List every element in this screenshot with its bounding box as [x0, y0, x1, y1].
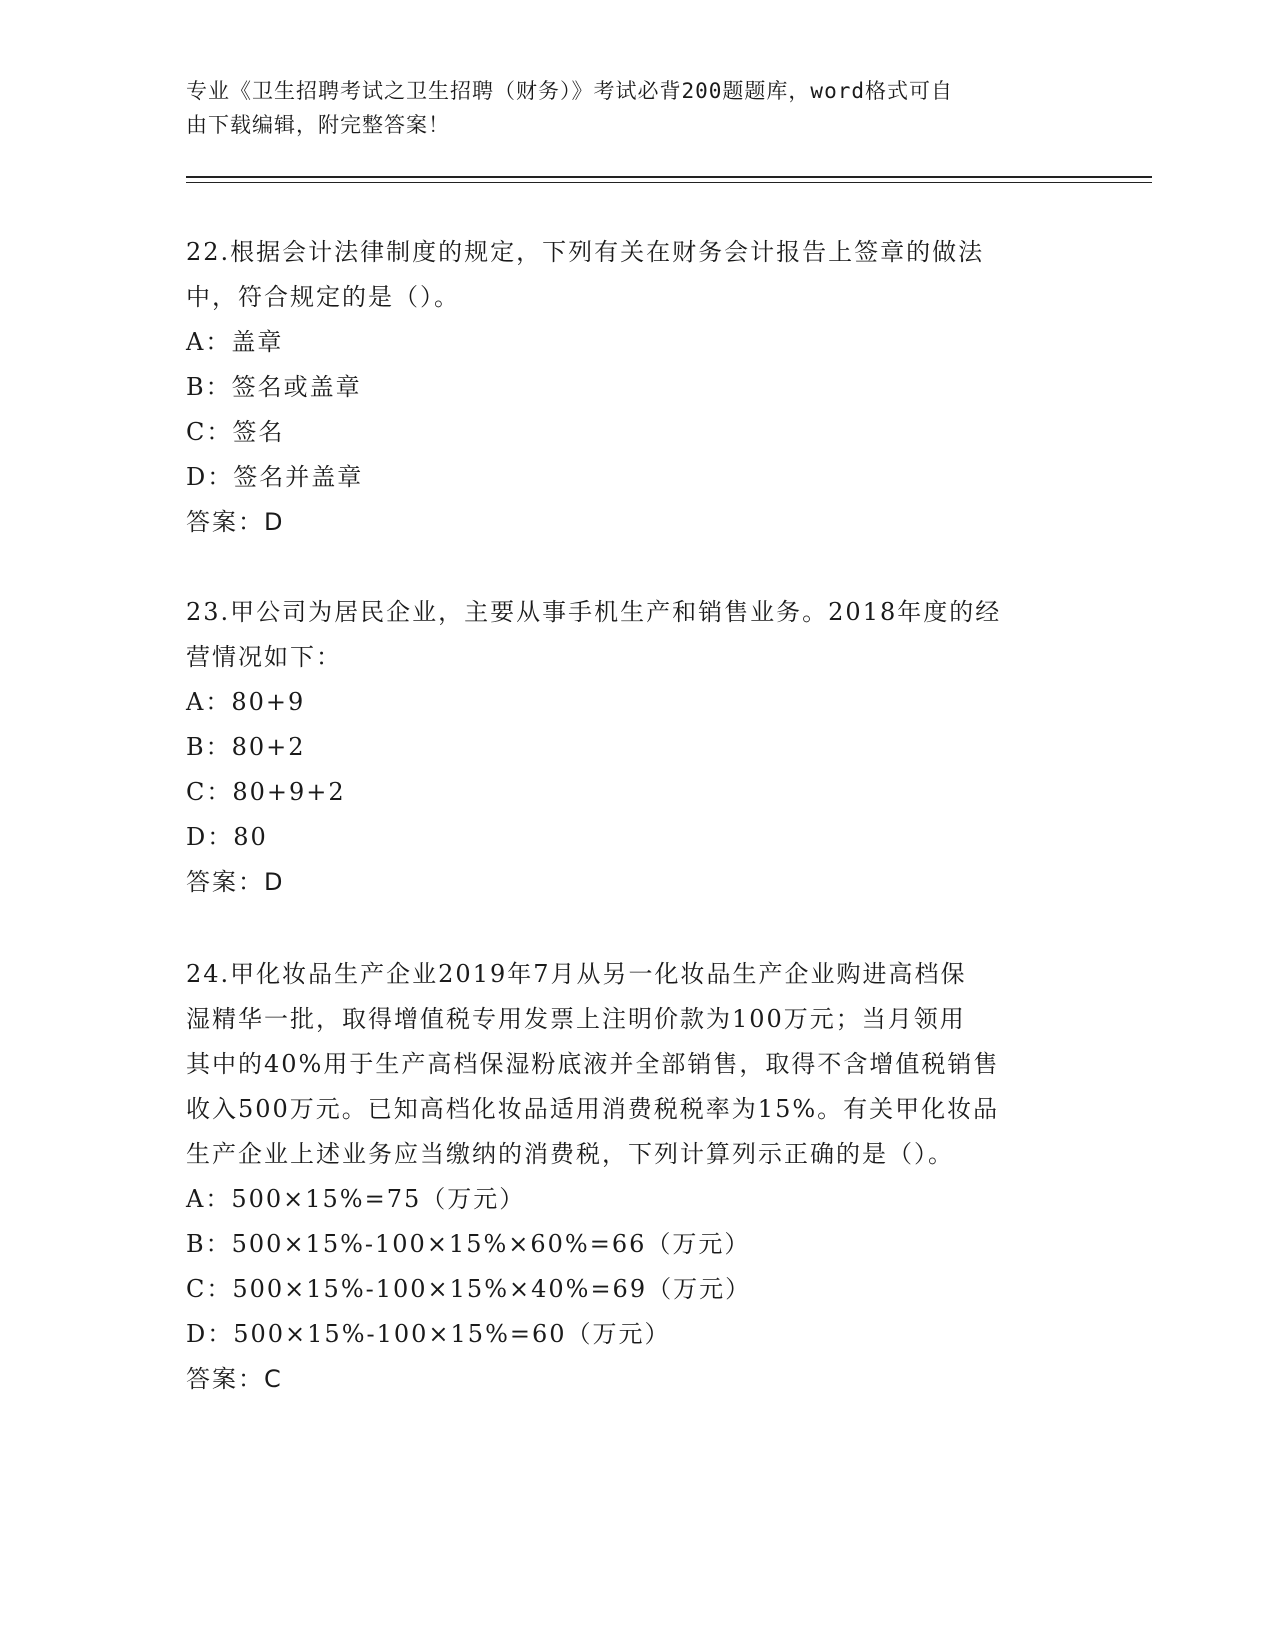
question-stem-line: 生产企业上述业务应当缴纳的消费税，下列计算列示正确的是（）。 [186, 1140, 954, 1168]
question-stem-line: 中，符合规定的是（）。 [186, 283, 460, 311]
option-c: C：签名 [186, 418, 285, 446]
answer: 答案：D [186, 508, 285, 536]
option-b: B：签名或盖章 [186, 373, 362, 401]
question-stem-line: 22.根据会计法律制度的规定，下列有关在财务会计报告上签章的做法 [186, 238, 985, 266]
document-header [186, 74, 1066, 142]
option-b: B：500×15%-100×15%×60%=66（万元） [186, 1230, 751, 1258]
header-divider [186, 176, 1152, 178]
header-divider-thin [186, 182, 1152, 183]
question-stem-line: 其中的40%用于生产高档保湿粉底液并全部销售，取得不含增值税销售 [186, 1050, 1000, 1078]
question-23 [186, 590, 1086, 905]
option-d: D：80 [186, 823, 268, 851]
question-stem-line: 营情况如下： [186, 643, 342, 671]
option-c: C：500×15%-100×15%×40%=69（万元） [186, 1275, 752, 1303]
answer: 答案：C [186, 1365, 283, 1393]
option-a: A：80+9 [186, 688, 306, 716]
option-b: B：80+2 [186, 733, 306, 761]
question-stem-line: 湿精华一批，取得增值税专用发票上注明价款为100万元；当月领用 [186, 1005, 966, 1033]
option-c: C：80+9+2 [186, 778, 346, 806]
question-stem-line: 23.甲公司为居民企业，主要从事手机生产和销售业务。2018年度的经 [186, 598, 1002, 626]
option-a: A：盖章 [186, 328, 284, 356]
option-a: A：500×15%=75（万元） [186, 1185, 526, 1213]
question-24 [186, 952, 1086, 1402]
header-line-1: 专业《卫生招聘考试之卫生招聘（财务）》考试必背200题题库，word格式可自 [186, 79, 953, 103]
question-stem-line: 收入500万元。已知高档化妆品适用消费税税率为15%。有关甲化妆品 [186, 1095, 1000, 1123]
option-d: D：签名并盖章 [186, 463, 364, 491]
option-d: D：500×15%-100×15%=60（万元） [186, 1320, 671, 1348]
header-line-2: 由下载编辑，附完整答案！ [186, 113, 450, 137]
question-22 [186, 230, 1086, 545]
answer: 答案：D [186, 868, 285, 896]
question-stem-line: 24.甲化妆品生产企业2019年7月从另一化妆品生产企业购进高档保 [186, 960, 967, 988]
